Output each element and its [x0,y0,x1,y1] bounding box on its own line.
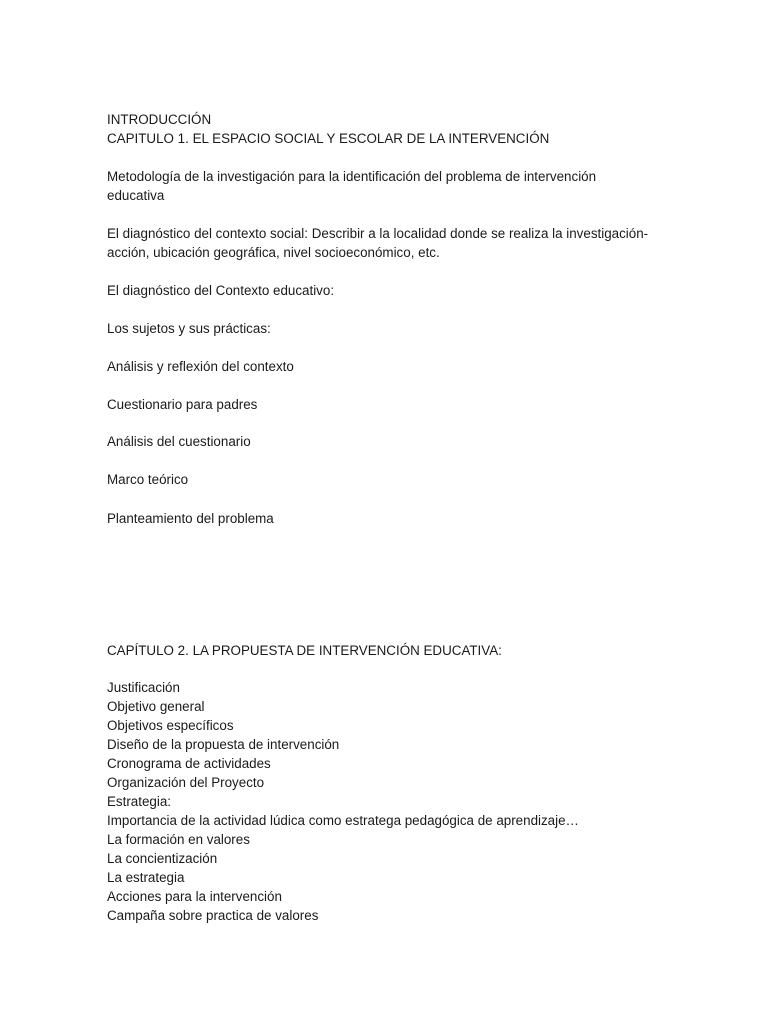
chapter1-item: El diagnóstico del contexto social: Describir a la localidad donde se realiza la investigación- [107,226,649,241]
chapter2-item: Importancia de la actividad lúdica como estratega pedagógica de aprendizaje… [107,813,579,828]
chapter2-item: Estrategia: [107,794,172,809]
chapter2-item: Justificación [107,680,180,695]
intro-heading: INTRODUCCIÓN [107,112,212,127]
chapter2-item: La concientización [107,851,218,866]
chapter2-item: Objetivo general [107,699,205,714]
chapter2-item: La formación en valores [107,832,250,847]
chapter2-item: Campaña sobre practica de valores [107,908,319,923]
chapter1-item: Planteamiento del problema [107,511,274,526]
chapter2-item: Objetivos específicos [107,718,234,733]
chapter1-item: Cuestionario para padres [107,397,258,412]
chapter1-item: Análisis y reflexión del contexto [107,359,294,374]
chapter1-item: Los sujetos y sus prácticas: [107,321,271,336]
chapter1-item: Marco teórico [107,472,189,487]
chapter2-item: La estrategia [107,870,185,885]
chapter1-item: El diagnóstico del Contexto educativo: [107,283,335,298]
chapter1-item: Análisis del cuestionario [107,434,251,449]
chapter2-title: CAPÍTULO 2. LA PROPUESTA DE INTERVENCIÓN EDUCATIVA: [107,643,502,658]
chapter2-item: Acciones para la intervención [107,889,282,904]
chapter1-item: Metodología de la investigación para la identificación del problema de intervención [107,169,597,184]
chapter1-title: CAPITULO 1. EL ESPACIO SOCIAL Y ESCOLAR DE LA INTERVENCIÓN [107,131,550,146]
chapter2-item: Cronograma de actividades [107,756,271,771]
chapter2-item: Organización del Proyecto [107,775,265,790]
chapter1-item: educativa [107,188,165,203]
chapter1-item: acción, ubicación geográfica, nivel socioeconómico, etc. [107,245,440,260]
chapter2-item: Diseño de la propuesta de intervención [107,737,340,752]
